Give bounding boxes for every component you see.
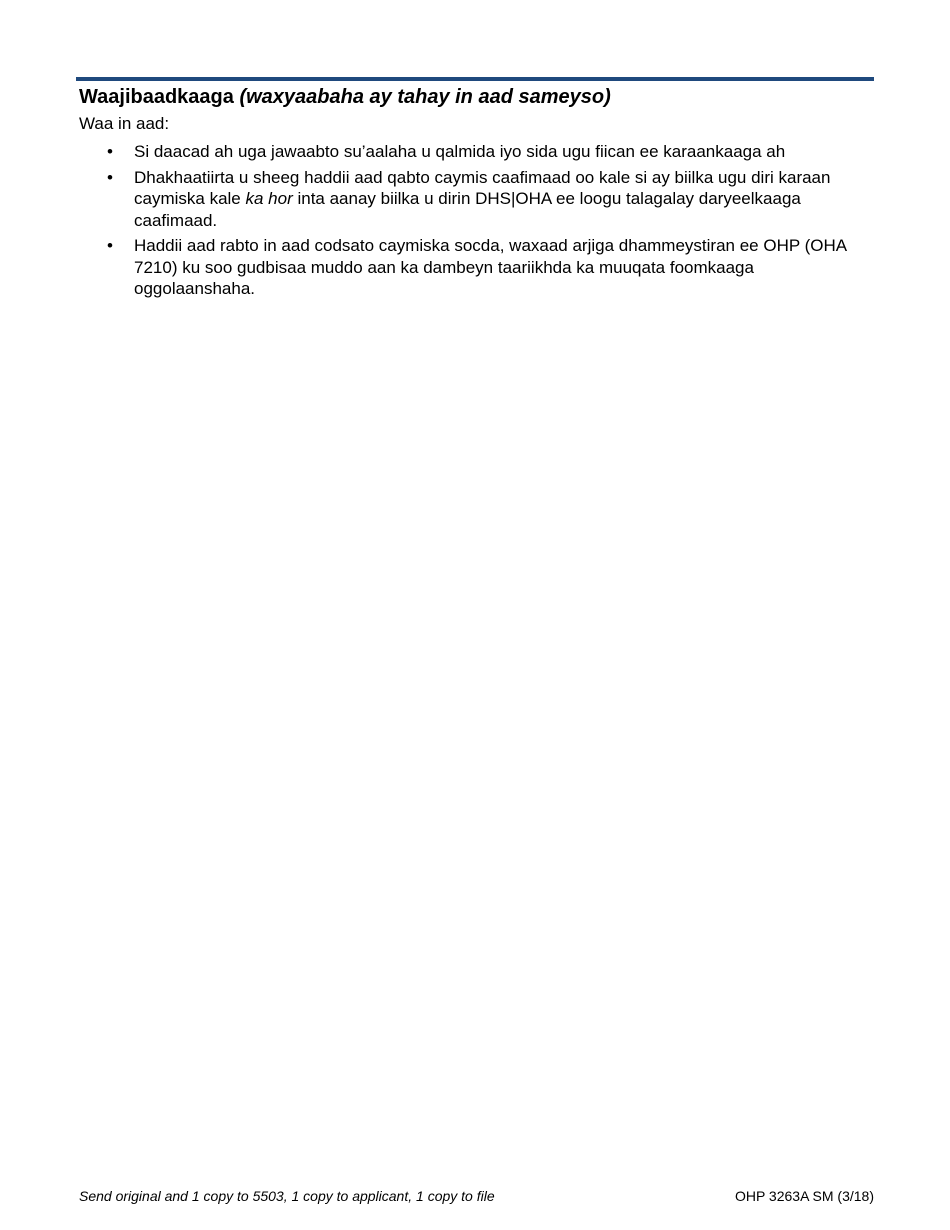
footer-form-number: OHP 3263A SM (3/18) <box>734 1188 874 1204</box>
list-item <box>79 141 874 163</box>
list-item-text-cont: inta aanay biilka u dirin DHS|OHA ee loogu talagalay daryeelkaaga caafimaad. <box>134 189 801 230</box>
section-heading <box>79 84 874 110</box>
bullet-icon: • <box>107 236 113 255</box>
list-item <box>79 235 874 300</box>
list-item-text: Dhakhaatiirta u sheeg haddii aad qabto caymis caafimaad oo kale si ay biilka ugu diri karaan caymiska kale <box>134 167 831 208</box>
responsibilities-section <box>79 84 874 304</box>
list-item-emphasis: ka hor <box>245 189 293 208</box>
heading-main: Waajibaadkaaga <box>79 86 234 108</box>
footer-distribution-note: Send original and 1 copy to 5503, 1 copy to applicant, 1 copy to file <box>79 1188 495 1204</box>
header-rule <box>76 77 874 81</box>
responsibilities-list <box>79 141 874 300</box>
heading-subtitle: (waxyaabaha ay tahay in aad sameyso) <box>239 86 611 108</box>
list-item-text: Si daacad ah uga jawaabto su’aalaha u qalmida iyo sida ugu fiican ee karaankaaga ah <box>134 142 786 161</box>
list-item <box>79 167 874 232</box>
intro-text: Waa in aad: <box>79 114 170 133</box>
bullet-icon: • <box>107 167 113 187</box>
bullet-icon: • <box>107 142 113 161</box>
list-item-text: Haddii aad rabto in aad codsato caymiska socda, waxaad arjiga dhammeystiran ee OHP (OHA 7210) ku soo gudbisaa muddo aan ka dambeyn taariikhda ka muuqata foomkaaga oggolaanshaha. <box>134 236 847 298</box>
